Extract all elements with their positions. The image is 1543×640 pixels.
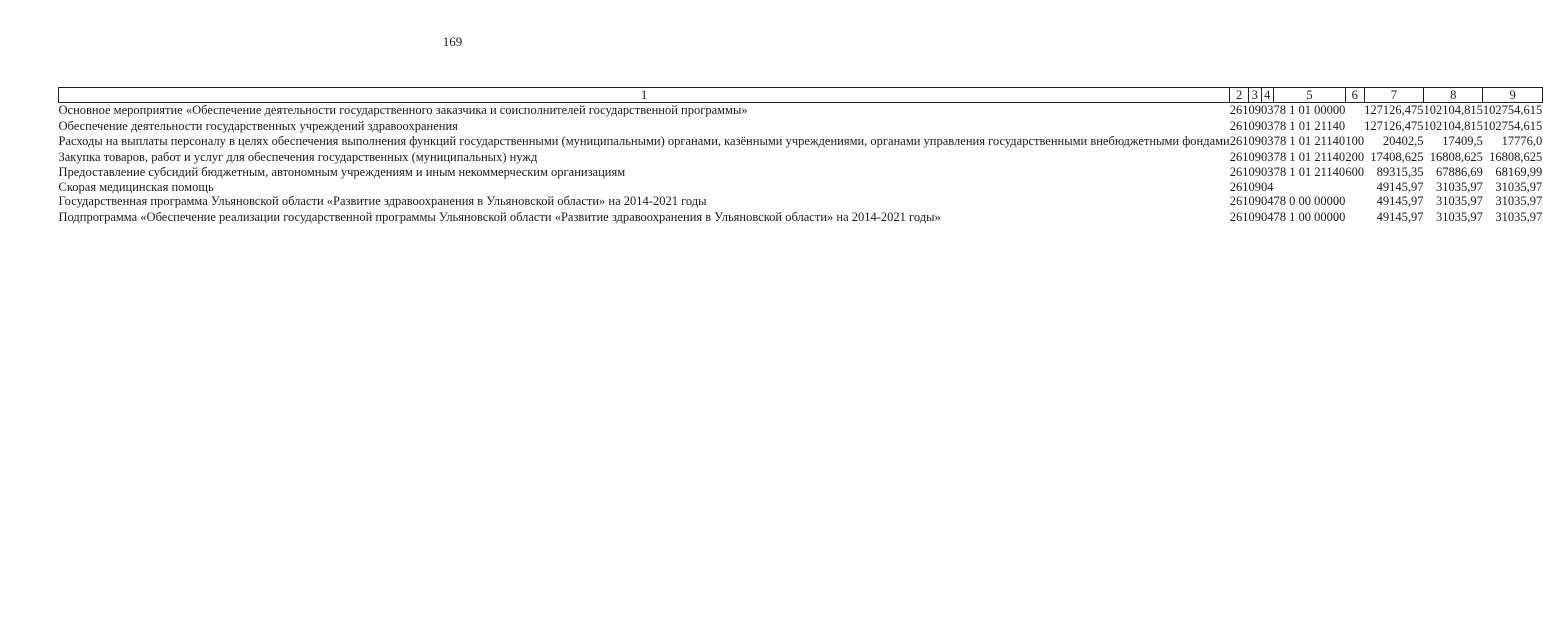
row-value-9: 102754,615 [1482, 103, 1543, 117]
row-name: Скорая медицинская помощь [58, 179, 214, 194]
table-row [59, 119, 1543, 135]
row-subsection: 03 [1261, 165, 1274, 180]
row-target: 78 1 01 21140 [1273, 118, 1346, 133]
row-value-7: 89315,35 [1376, 165, 1424, 180]
row-target: 78 1 01 21140 [1273, 134, 1346, 149]
column-header: 5 [1274, 88, 1346, 103]
row-code: 261 [1229, 165, 1249, 180]
row-type [1345, 181, 1364, 194]
row-section: 09 [1248, 179, 1261, 194]
row-value-9: 16808,625 [1489, 149, 1543, 164]
row-code: 261 [1229, 193, 1249, 208]
row-code: 261 [1229, 118, 1249, 133]
row-value-7: 127126,475 [1364, 118, 1424, 133]
row-section: 09 [1248, 193, 1261, 208]
row-subsection: 03 [1261, 103, 1274, 117]
row-section: 09 [1248, 134, 1261, 149]
row-subsection: 04 [1261, 193, 1274, 208]
row-type: 200 [1345, 149, 1365, 164]
row-name: Основное мероприятие «Обеспечение деятельности государственного заказчика и соисполнителей государственной программы» [58, 103, 748, 117]
row-target: 78 0 00 00000 [1273, 193, 1346, 208]
row-value-7: 49145,97 [1376, 179, 1424, 194]
row-value-8: 67886,69 [1436, 165, 1483, 180]
row-value-7: 127126,475 [1364, 103, 1424, 117]
row-code: 261 [1229, 179, 1249, 194]
row-target: 78 1 00 00000 [1273, 209, 1346, 224]
row-section: 09 [1248, 209, 1261, 224]
column-header: 6 [1345, 88, 1364, 103]
row-subsection: 04 [1261, 179, 1274, 194]
row-name: Подпрограмма «Обеспечение реализации государственной программы Ульяновской области «Развитие здравоохранения в Ульяновской области» на 2014-2021 годы» [58, 209, 941, 224]
row-value-9: 102754,615 [1482, 118, 1543, 133]
row-section: 09 [1248, 165, 1261, 180]
row-value-8: 31035,97 [1436, 179, 1483, 194]
row-value-7: 49145,97 [1376, 193, 1424, 208]
page-number: 169 [442, 34, 463, 49]
row-target: 78 1 01 21140 [1273, 165, 1346, 180]
row-type [1345, 194, 1364, 210]
table-row [59, 165, 1543, 181]
row-value-8: 17409,5 [1442, 134, 1483, 149]
row-value-8: 16808,625 [1429, 149, 1483, 164]
column-header: 4 [1261, 88, 1274, 103]
row-subsection: 04 [1261, 209, 1274, 224]
row-code: 261 [1229, 209, 1249, 224]
row-name: Предоставление субсидий бюджетным, автономным учреждениям и иным некоммерческим организациям [58, 165, 626, 180]
row-value-7: 17408,625 [1370, 149, 1424, 164]
column-header: 3 [1249, 88, 1262, 103]
row-name: Государственная программа Ульяновской области «Развитие здравоохранения в Ульяновской области» на 2014-2021 годы [58, 193, 707, 208]
row-section: 09 [1248, 118, 1261, 133]
row-subsection: 03 [1261, 134, 1274, 149]
row-subsection: 03 [1261, 118, 1274, 133]
column-header: 7 [1364, 88, 1423, 103]
row-name: Закупка товаров, работ и услуг для обеспечения государственных (муниципальных) нужд [58, 149, 538, 164]
row-type [1345, 210, 1364, 226]
budget-table [58, 87, 1543, 225]
table-row [59, 181, 1543, 194]
row-value-7: 49145,97 [1376, 209, 1424, 224]
row-value-9: 31035,97 [1495, 209, 1543, 224]
row-value-8: 102104,815 [1423, 103, 1483, 117]
column-header: 9 [1483, 88, 1542, 103]
row-code: 261 [1229, 149, 1249, 164]
row-target: 78 1 01 21140 [1273, 149, 1346, 164]
row-value-8: 102104,815 [1423, 118, 1483, 133]
row-type [1345, 119, 1364, 135]
row-value-9: 31035,97 [1495, 179, 1543, 194]
table-row [59, 134, 1543, 150]
row-value-8: 31035,97 [1436, 193, 1483, 208]
row-section: 09 [1248, 103, 1261, 117]
row-code: 261 [1229, 134, 1249, 149]
row-section: 09 [1248, 149, 1261, 164]
row-type [1345, 103, 1364, 119]
row-name: Расходы на выплаты персоналу в целях обеспечения выполнения функций государственными (муниципальными) органами, казёнными учреждениями, органами управления государственными внебюджетными фондами [58, 134, 1230, 149]
table-row [59, 103, 1543, 119]
table-row [59, 150, 1543, 166]
row-value-9: 17776,0 [1501, 134, 1543, 149]
row-type: 600 [1345, 165, 1365, 180]
row-value-9: 68169,99 [1495, 165, 1543, 180]
row-target: 78 1 01 00000 [1273, 103, 1346, 117]
column-number-row [59, 88, 1543, 103]
table-row [59, 194, 1543, 210]
row-target [1274, 181, 1346, 194]
row-code: 261 [1229, 103, 1249, 117]
column-header: 1 [59, 88, 1230, 103]
row-value-9: 31035,97 [1495, 193, 1543, 208]
column-header: 8 [1424, 88, 1483, 103]
row-type: 100 [1345, 134, 1365, 149]
row-value-8: 31035,97 [1436, 209, 1483, 224]
table-row [59, 210, 1543, 226]
column-header: 2 [1230, 88, 1249, 103]
row-subsection: 03 [1261, 149, 1274, 164]
row-value-7: 20402,5 [1382, 134, 1424, 149]
row-name: Обеспечение деятельности государственных учреждений здравоохранения [58, 118, 458, 133]
